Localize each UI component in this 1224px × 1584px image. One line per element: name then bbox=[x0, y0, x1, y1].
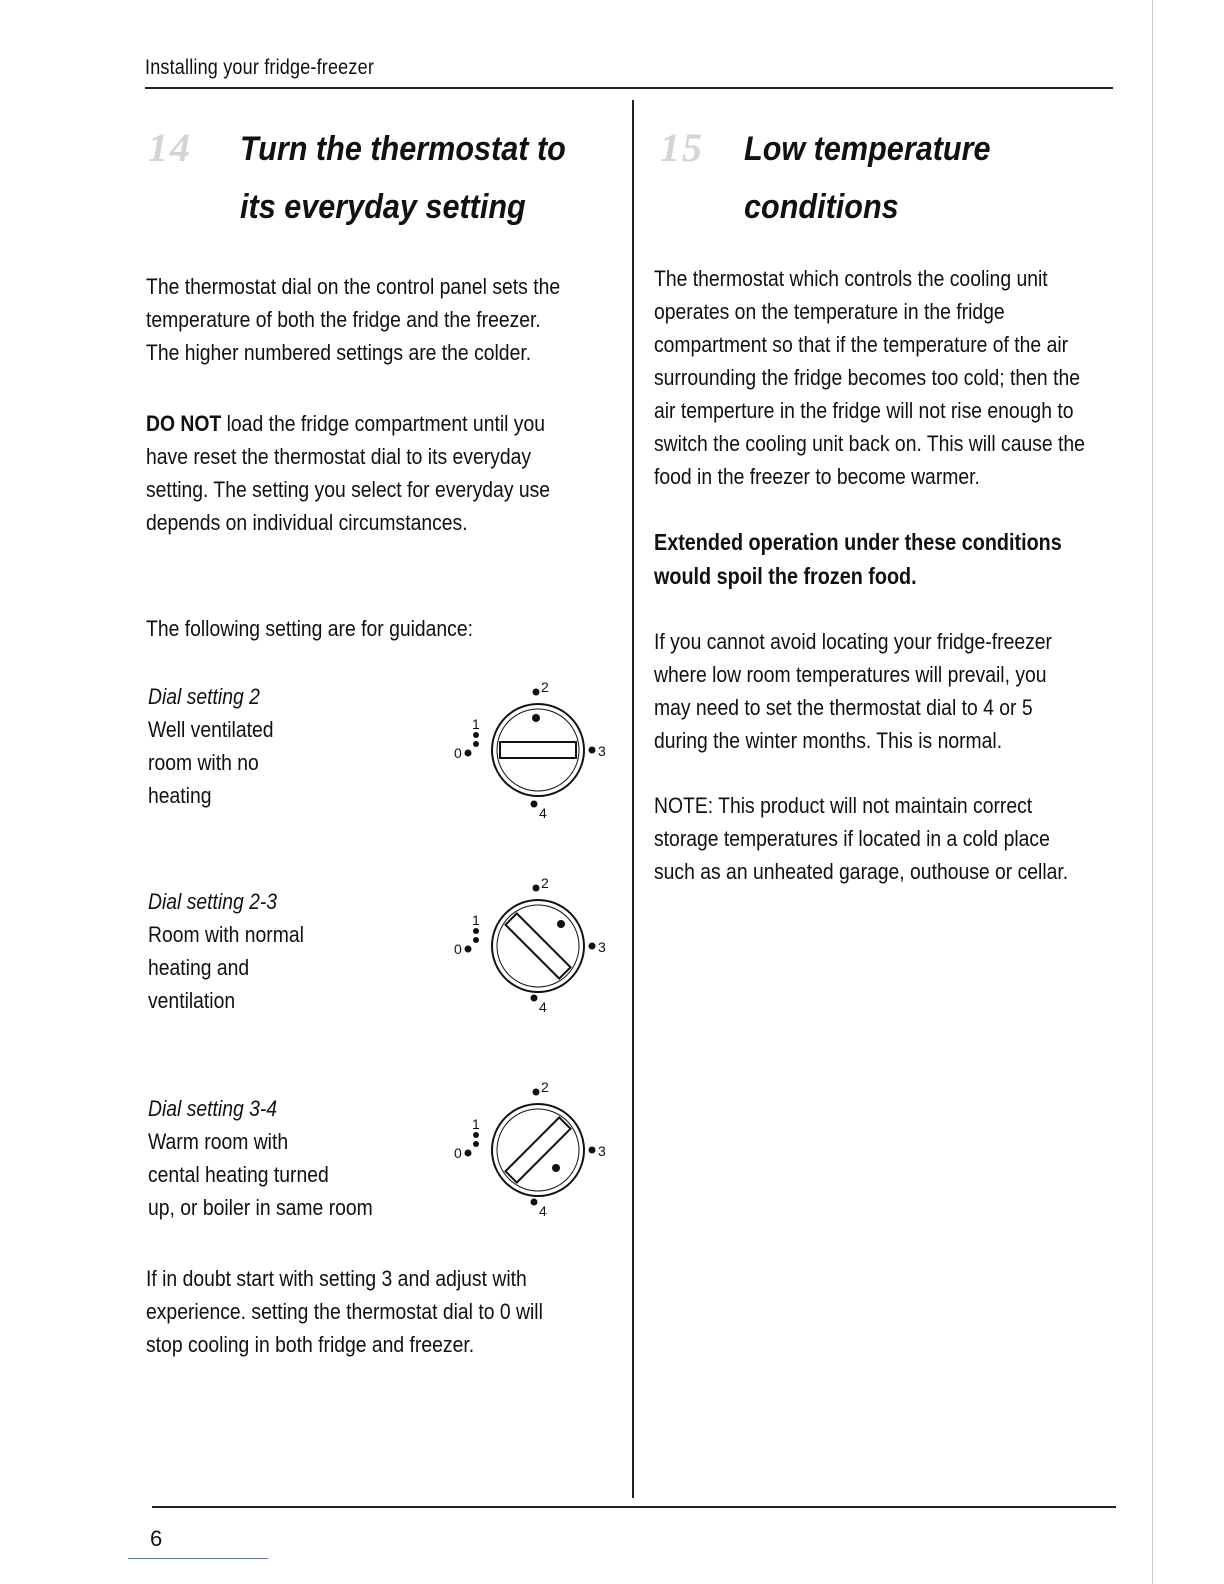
text-line: Warm room with bbox=[148, 1129, 289, 1154]
header-rule bbox=[145, 87, 1113, 89]
intro-paragraph bbox=[146, 270, 560, 369]
warning-bold-paragraph bbox=[654, 525, 1062, 593]
text-line: Room with normal bbox=[148, 922, 304, 947]
section-number-15: 15 bbox=[660, 125, 704, 170]
dial-mark-1: 1 bbox=[472, 912, 480, 928]
dial-mark-0: 0 bbox=[454, 745, 462, 761]
text-line: switch the cooling unit back on. This will cause the bbox=[654, 431, 1085, 456]
text-line: may need to set the thermostat dial to 4 or 5 bbox=[654, 695, 1033, 720]
dial-mark-3: 3 bbox=[598, 743, 606, 759]
footer-accent-line bbox=[128, 1558, 268, 1559]
pointer-dot bbox=[557, 920, 565, 928]
closing-paragraph bbox=[146, 1262, 543, 1361]
title-line: Turn the thermostat to bbox=[240, 130, 566, 168]
text-line bbox=[146, 407, 550, 440]
text-line: Well ventilated bbox=[148, 717, 274, 742]
text-line: storage temperatures if located in a cold place bbox=[654, 826, 1050, 851]
dial-mark-2: 2 bbox=[541, 1079, 549, 1095]
page-number: 6 bbox=[150, 1526, 163, 1551]
title-line: conditions bbox=[744, 188, 899, 226]
title-line: Low temperature bbox=[744, 130, 991, 168]
text-line: have reset the thermostat dial to its everyday bbox=[146, 444, 532, 469]
dial-setting-label: Dial setting 2-3 bbox=[148, 889, 278, 914]
dial-setting-label: Dial setting 3-4 bbox=[148, 1096, 278, 1121]
running-header: Installing your fridge-freezer bbox=[145, 56, 375, 79]
dial-mark-1: 1 bbox=[472, 1116, 480, 1132]
text-line: setting. The setting you select for everyday use bbox=[146, 477, 551, 502]
text-line: heating bbox=[148, 783, 212, 808]
text-line: air temperture in the fridge will not rise enough to bbox=[654, 398, 1074, 423]
thermostat-dial-icon bbox=[448, 866, 628, 1026]
text-line: temperature of both the fridge and the freezer. bbox=[146, 307, 541, 332]
dial-mark-4: 4 bbox=[539, 999, 547, 1015]
text-line: experience. setting the thermostat dial to 0 will bbox=[146, 1299, 543, 1324]
text-line: stop cooling in both fridge and freezer. bbox=[146, 1332, 475, 1357]
text-line: If in doubt start with setting 3 and adjust with bbox=[146, 1266, 527, 1291]
column-divider bbox=[632, 100, 634, 1498]
dial-setting-label: Dial setting 2 bbox=[148, 684, 260, 709]
warning-text: load the fridge compartment until you bbox=[221, 411, 546, 436]
text-line: during the winter months. This is normal. bbox=[654, 728, 1003, 753]
text-line: such as an unheated garage, outhouse or cellar. bbox=[654, 859, 1069, 884]
dial-mark-3: 3 bbox=[598, 939, 606, 955]
text-line: food in the freezer to become warmer. bbox=[654, 464, 980, 489]
text-line: where low room temperatures will prevail, you bbox=[654, 662, 1047, 687]
footer-rule bbox=[152, 1506, 1116, 1508]
text-line: heating and bbox=[148, 955, 250, 980]
thermostat-dial-icon bbox=[448, 1070, 628, 1230]
text-line: room with no bbox=[148, 750, 259, 775]
text-line: compartment so that if the temperature of the air bbox=[654, 332, 1069, 357]
dial-mark-4: 4 bbox=[539, 1203, 547, 1219]
title-line: its everyday setting bbox=[240, 188, 526, 226]
section-number-14: 14 bbox=[148, 125, 192, 170]
text-line: The thermostat dial on the control panel sets the bbox=[146, 274, 561, 299]
page-edge-line bbox=[1152, 0, 1153, 1584]
thermostat-dial-icon bbox=[448, 670, 628, 830]
dial-mark-3: 3 bbox=[598, 1143, 606, 1159]
section-15-title bbox=[744, 120, 991, 236]
text-line: operates on the temperature in the fridge bbox=[654, 299, 1005, 324]
dial-setting-block bbox=[148, 1092, 373, 1224]
winter-paragraph bbox=[654, 625, 1052, 757]
dial-mark-2: 2 bbox=[541, 875, 549, 891]
pointer-dot bbox=[532, 714, 540, 722]
warning-paragraph bbox=[146, 407, 550, 539]
section-14-title bbox=[240, 120, 566, 236]
text-line: The thermostat which controls the cooling unit bbox=[654, 266, 1048, 291]
text-line: up, or boiler in same room bbox=[148, 1195, 373, 1220]
text-line: The higher numbered settings are the colder. bbox=[146, 340, 532, 365]
text-line: If you cannot avoid locating your fridge-freezer bbox=[654, 629, 1052, 654]
text-line: would spoil the frozen food. bbox=[654, 563, 917, 589]
text-line: depends on individual circumstances. bbox=[146, 510, 468, 535]
dial-mark-4: 4 bbox=[539, 805, 547, 821]
dial-mark-2: 2 bbox=[541, 679, 549, 695]
text-line: NOTE: This product will not maintain correct bbox=[654, 793, 1033, 818]
dial-setting-block bbox=[148, 885, 304, 1017]
pointer-dot bbox=[552, 1164, 560, 1172]
dial-mark-0: 0 bbox=[454, 1145, 462, 1161]
dial-mark-1: 1 bbox=[472, 716, 480, 732]
note-paragraph bbox=[654, 789, 1068, 888]
guidance-text: The following setting are for guidance: bbox=[146, 616, 474, 641]
low-temp-paragraph bbox=[654, 262, 1085, 493]
text-line: ventilation bbox=[148, 988, 236, 1013]
text-line: surrounding the fridge becomes too cold; then the bbox=[654, 365, 1080, 390]
dial-mark-0: 0 bbox=[454, 941, 462, 957]
dial-setting-block bbox=[148, 680, 273, 812]
warning-bold: DO NOT bbox=[146, 411, 222, 436]
text-line: cental heating turned bbox=[148, 1162, 329, 1187]
text-line: Extended operation under these conditions bbox=[654, 529, 1062, 555]
